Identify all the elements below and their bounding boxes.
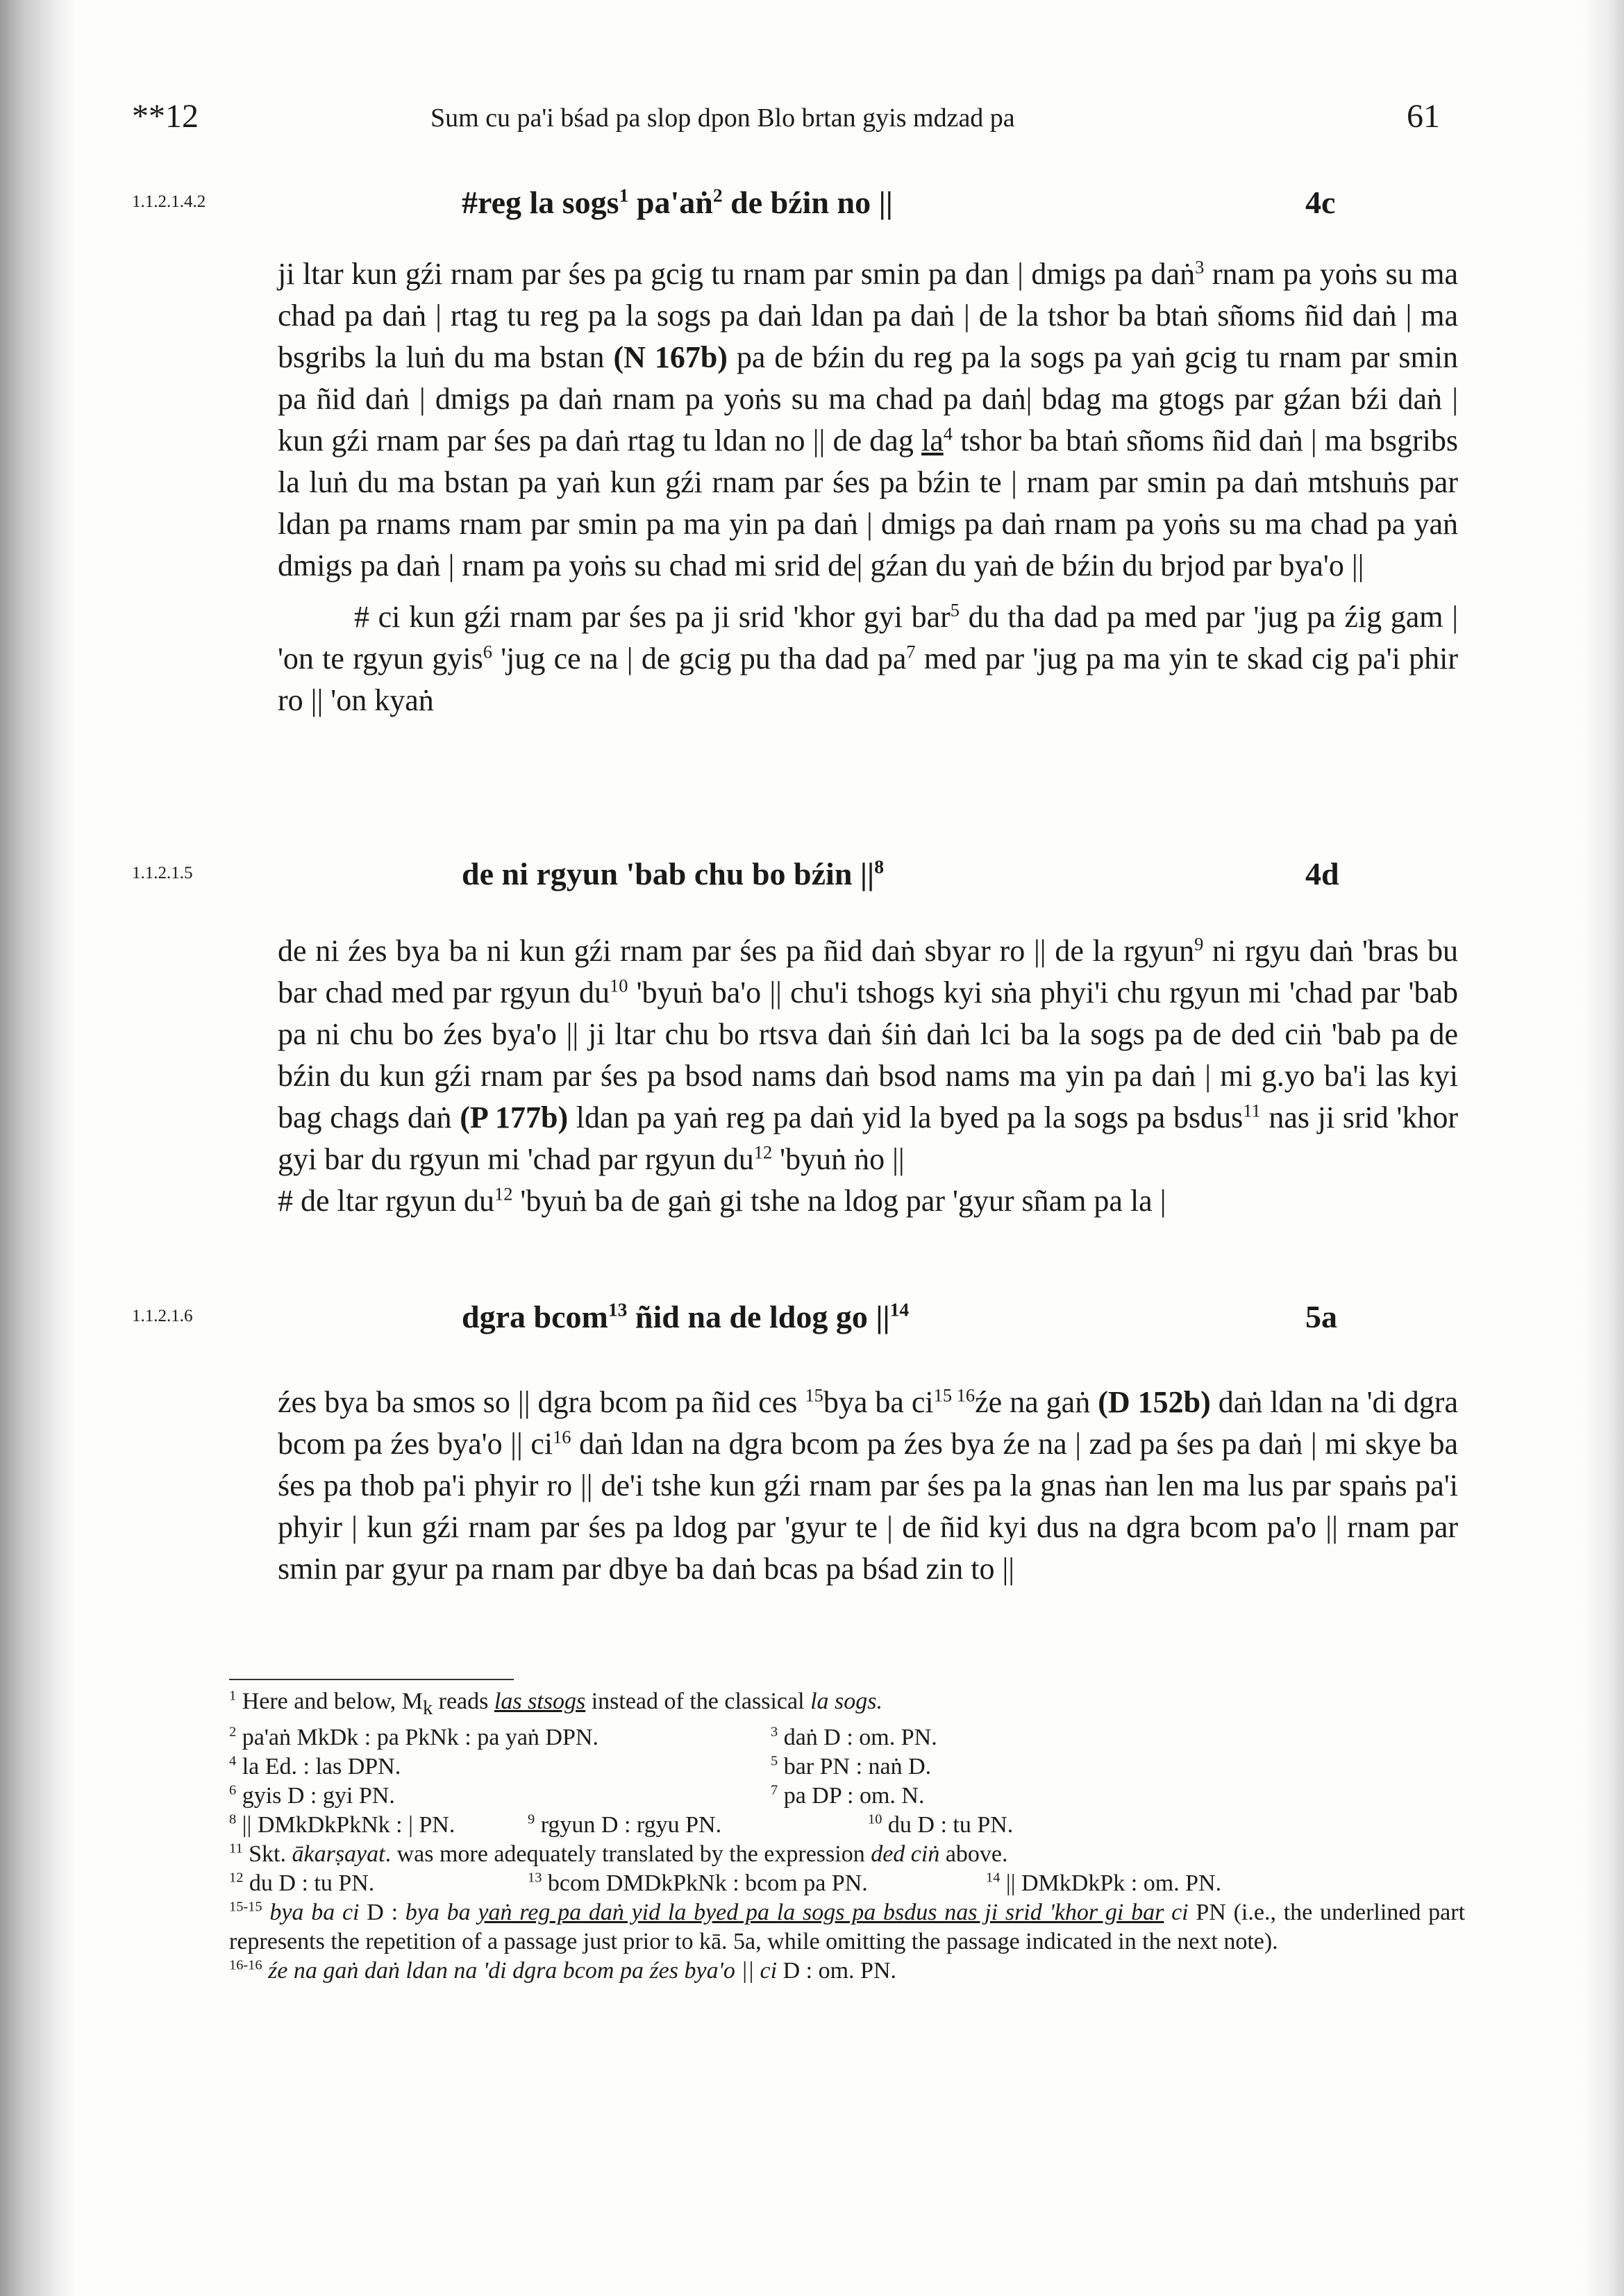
verse-ref: 4d	[1305, 856, 1339, 891]
paragraph: de ni źes bya ba ni kun gźi rnam par śes pa ñid daṅ sbyar ro || de la rgyun$^9$ ni rgyu daṅ 'bras bu bar chad med par rgyun $du^{10}$ 'byuṅ ba'o || chu'i tshogs kyi sṅa phyi'i chu rgyun mi 'chad par 'bab pa ni chu bo źes bya'o || ji ltar chu bo rtsva daṅ śiṅ daṅ lci ba la sogs pa de ded ciṅ 'bab pa de bźin du kun gźi rnam par śes pa bsod nams daṅ bsod nams ma yin pa daṅ | mi g.yo ba'i las kyi bag chags daṅ (P 177b) ldan pa yaṅ reg pa daṅ yid la byed pa la sogs pa bsdus$^{11}$ nas ji srid 'khor gyi bar du rgyun mi 'chad par rgyun $du^{12}$ 'byuṅ ṅo ||	[278, 933, 1459, 1176]
footnote-rule	[229, 1679, 514, 1680]
footnote-ref: 1	[619, 184, 629, 206]
footnote: $^1$ Here and below, $M_k$ reads las stsogs instead of the classical la sogs.	[229, 1688, 882, 1719]
footnote-ref: 13	[608, 1298, 628, 1321]
folio-ref: (D 152b)	[1098, 1385, 1211, 1419]
paragraph: # de ltar rgyun $du^{12}$ 'byuṅ ba de gaṅ gi tshe na ldog par 'gyur sñam pa la |	[278, 1183, 1166, 1218]
title-part: reg la sogs	[478, 185, 619, 220]
header-title: Sum cu pa'i bśad pa slop dpon Blo brtan gyis mdzad pa	[430, 103, 1015, 133]
footnote-ref: 8	[874, 855, 884, 878]
footnote-row: $^6$ gyis D : gyi PN. $^7$ pa DP : om. N.	[229, 1782, 925, 1809]
footnote: $^{15-15}$ bya ba ci D : bya ba yaṅ reg pa daṅ yid la byed pa la sogs pa bsdus nas ji srid 'khor gi bar ci PN (i.e., the underlined part represents the repetition of a passage just prior to kā. 5a, while omitting the passage indicated in the next note).	[229, 1899, 1466, 1954]
verse-ref: 5a	[1305, 1299, 1337, 1334]
page-number: 61	[1407, 98, 1440, 135]
page-gutter-shadow	[0, 0, 76, 2296]
footnote-row: $^8$ || DMkDkPkNk : | PN. $^9$ rgyun D : rgyu PN. $^{10}$ du D : tu PN.	[229, 1811, 1014, 1838]
title-part: pa'aṅ	[628, 185, 713, 220]
paragraph: źes bya ba smos so || dgra bcom pa ñid ces $^{15}$bya ba $ci^{15}$ $^{16}$źe na gaṅ (D 152b) daṅ ldan na 'di dgra bcom pa źes bya'o || $ci^{16}$ daṅ ldan na dgra bcom pa źes bya źe na | zad pa śes pa daṅ | mi skye ba śes pa thob pa'i phyir ro || de'i tshe kun gźi rnam par śes pa la gnas ṅan len ma lus par spaṅs pa'i phyir | kun gźi rnam par śes pa ldog par 'gyur te | de ñid kyi dus na dgra bcom pa'o || rnam par smin par gyur pa rnam par dbye ba daṅ bcas pa bśad zin to ||	[278, 1384, 1458, 1586]
footnote: $^{16-16}$ źe na gaṅ daṅ ldan na 'di dgra bcom pa źes bya'o || ci D : om. PN.	[229, 1957, 897, 1984]
footnote-row: $^4$ la Ed. : las DPN. $^5$ bar PN : naṅ D.	[229, 1753, 932, 1779]
paragraph: ji ltar kun gźi rnam par śes pa gcig tu rnam par smin pa dan | dmigs pa daṅ$^3$ rnam pa yoṅs su ma chad pa daṅ | rtag tu reg pa la sogs pa daṅ ldan pa daṅ | de la tshor ba btaṅ sñoms ñid daṅ | ma bsgribs la luṅ du ma bstan (N 167b) pa de bźin du reg pa la sogs pa yaṅ gcig tu rnam par smin pa ñid daṅ | dmigs pa daṅ rnam pa yoṅs su ma chad pa daṅ| bdag ma gtogs par gźan bźi daṅ | kun gźi rnam par śes pa daṅ rtag tu ldan no || de dag $la^4$ tshor ba btaṅ sñoms ñid daṅ | ma bsgribs la luṅ du ma bstan pa yaṅ kun gźi rnam par śes pa bźin te | rnam par smin pa daṅ mtshuṅs par ldan pa rnams rnam par smin pa ma yin pa daṅ | dmigs pa daṅ rnam pa yoṅs su ma chad pa yaṅ dmigs pa daṅ | rnam pa yoṅs su chad mi srid de| gźan du yaṅ de bźin du brjod par bya'o ||	[278, 256, 1458, 583]
footnote-ref: 14	[889, 1298, 910, 1321]
section-body	[278, 930, 1458, 1232]
section-body	[278, 1382, 1458, 1600]
section-number: 1.1.2.1.5	[132, 864, 193, 882]
running-head	[0, 97, 1624, 146]
section-number: 1.1.2.1.6	[132, 1307, 193, 1325]
section-title: dgra bcom$^{13}$ ñid na de ldog go $||^{14}$	[462, 1298, 910, 1334]
title-prefix: #	[462, 185, 478, 220]
footnote-row: $^{12}$ du D : tu PN. $^{13}$ bcom DMDkPkNk : bcom pa PN. $^{14}$ || DMkDkPk : om. PN.	[229, 1870, 1222, 1896]
section-title	[462, 184, 893, 221]
page-edge-shadow	[1582, 0, 1624, 2296]
footnotes	[229, 1687, 1465, 1986]
folio-ref: (P 177b)	[460, 1100, 569, 1134]
footnote-ref: 2	[712, 184, 723, 206]
footnote-row: $^2$ pa'aṅ MkDk : pa PkNk : pa yaṅ DPN. $^3$ daṅ D : om. PN.	[229, 1724, 937, 1750]
verse-ref: 4c	[1305, 185, 1336, 220]
footnote: $^{11}$ Skt. ākarṣayat. was more adequately translated by the expression ded ciṅ above.	[229, 1841, 1008, 1867]
section-title: de ni rgyun 'bab chu bo bźin $||^8$	[462, 855, 884, 891]
title-part: de bźin no ||	[722, 185, 893, 220]
folio-ref: (N 167b)	[613, 340, 728, 374]
section-number: 1.1.2.1.4.2	[132, 192, 206, 211]
paragraph: # ci kun gźi rnam par śes pa ji srid 'khor gyi bar$^5$ du tha dad pa med par 'jug pa źig gam | 'on te rgyun gyis$^6$ 'jug ce na | de gcig pu tha dad $pa^7$ med par 'jug pa ma yin te skad cig pa'i phir ro || 'on kyaṅ	[278, 599, 1459, 717]
header-left-mark: **12	[132, 98, 199, 135]
section-body	[278, 253, 1458, 731]
